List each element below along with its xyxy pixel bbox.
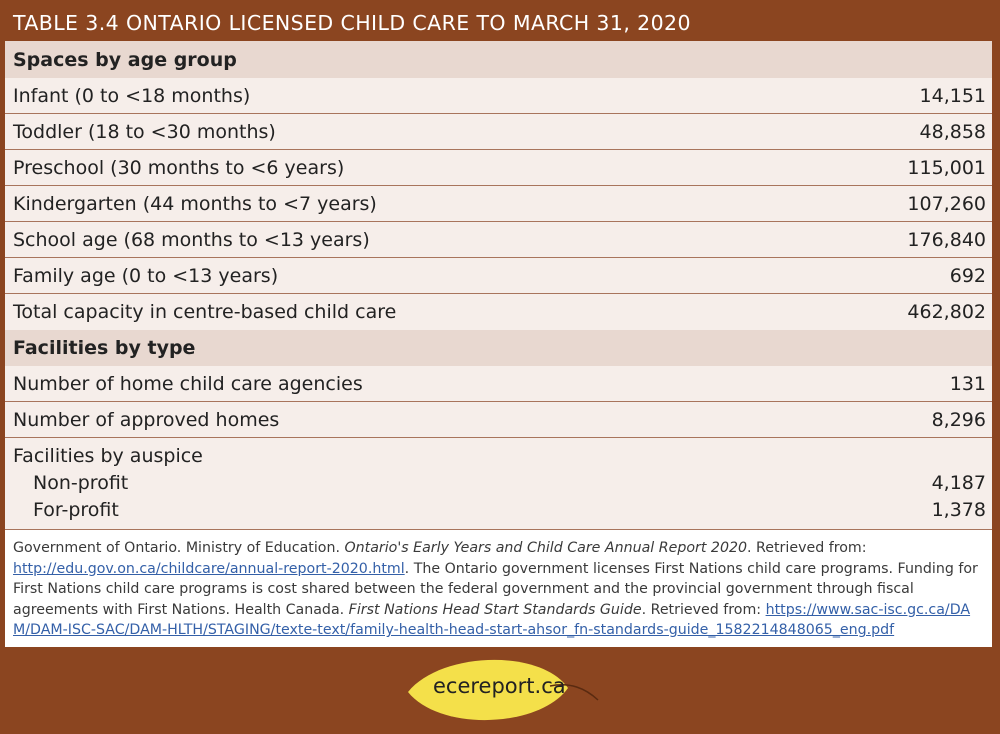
row-value: 4,187 [931, 471, 986, 494]
table-row [5, 222, 992, 258]
table-title: TABLE 3.4 ONTARIO LICENSED CHILD CARE TO MARCH 31, 2020 [13, 11, 691, 35]
table-row [5, 402, 992, 438]
source-note [5, 530, 992, 647]
table-row [5, 78, 992, 114]
row-label: Non-profit [33, 471, 129, 494]
source-title: Ontario's Early Years and Child Care Annual Report 2020 [344, 540, 748, 556]
row-label: Preschool (30 months to <6 years) [13, 156, 345, 179]
source-text: . Retrieved from: [641, 601, 766, 618]
table-row [5, 186, 992, 222]
row-label: Infant (0 to <18 months) [13, 84, 251, 107]
row-value: 176,840 [907, 228, 986, 251]
table-row [5, 366, 992, 402]
source-text: Government of Ontario. Ministry of Education. [13, 540, 345, 556]
row-value: 115,001 [907, 156, 986, 179]
auspice-label: Facilities by auspice [13, 444, 203, 467]
table-row [5, 114, 992, 150]
source-link[interactable]: http://edu.gov.on.ca/childcare/annual-report-2020.html [13, 560, 405, 577]
row-value: 8,296 [931, 408, 986, 431]
data-table [5, 41, 992, 647]
auspice-group [5, 438, 992, 530]
row-value: 107,260 [907, 192, 986, 215]
table-row [5, 258, 992, 294]
row-label: Total capacity in centre-based child care [13, 301, 397, 323]
source-link[interactable]: https://www.sac-isc.gc.ca/DAM/DAM-ISC-SAC/DAM-HLTH/STAGING/texte-text/family-health-head-start-ahsor_fn-standards-guide_1582214848065_eng.pdf [13, 601, 971, 638]
source-text: . Retrieved from: [747, 540, 867, 556]
source-title: First Nations Head Start Standards Guide [348, 601, 642, 618]
row-label: Number of approved homes [13, 408, 280, 431]
logo-text[interactable]: ecereport.ca [433, 674, 566, 698]
row-label: Toddler (18 to <30 months) [13, 120, 276, 143]
source-text: . The Ontario government licenses First Nations child care programs. Funding for First Nations child care programs is cost shared between the federal government and the provincial government through fiscal agreements with First Nations. Health Canada. [13, 560, 978, 618]
row-label: For-profit [33, 498, 119, 521]
section-heading: Spaces by age group [13, 48, 237, 71]
row-value: 462,802 [907, 301, 986, 323]
row-value: 14,151 [919, 84, 986, 107]
row-label: Family age (0 to <13 years) [13, 264, 279, 287]
row-label: Number of home child care agencies [13, 372, 363, 395]
row-label: Kindergarten (44 months to <7 years) [13, 192, 377, 215]
row-value: 1,378 [931, 498, 986, 521]
row-value: 48,858 [919, 120, 986, 143]
row-value: 131 [949, 372, 986, 395]
section-heading: Facilities by type [13, 337, 196, 359]
section-header-spaces [5, 41, 992, 78]
row-value: 692 [949, 264, 986, 287]
row-label: School age (68 months to <13 years) [13, 228, 370, 251]
table-row [5, 150, 992, 186]
table-row [5, 294, 992, 330]
section-header-facilities [5, 330, 992, 366]
